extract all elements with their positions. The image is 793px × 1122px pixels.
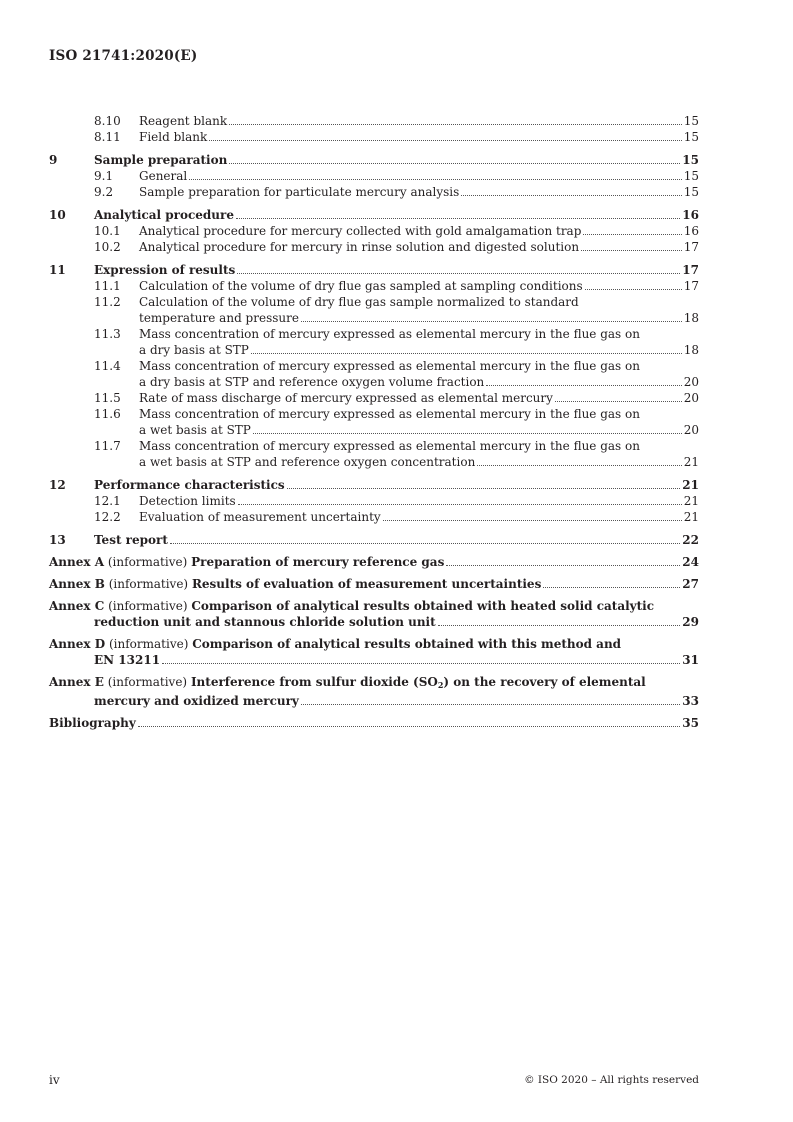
dot-leader <box>170 542 680 544</box>
toc-page: 15 <box>682 153 699 167</box>
toc-entry-annex-c[interactable] <box>49 598 699 630</box>
toc-title-line2: a wet basis at STP and reference oxygen concentration <box>139 455 476 469</box>
dot-leader <box>209 139 681 141</box>
toc-num: 11.4 <box>94 359 121 373</box>
toc-title-line2: a dry basis at STP <box>139 343 249 357</box>
annex-label: Annex A <box>49 555 105 569</box>
toc-page: 15 <box>683 114 699 128</box>
toc-page: 17 <box>683 279 699 293</box>
toc-page: 20 <box>683 423 699 437</box>
table-of-contents <box>49 113 699 731</box>
dot-leader <box>253 432 682 434</box>
dot-leader <box>438 624 681 626</box>
annex-label: Annex E <box>49 675 104 689</box>
toc-entry-bibliography[interactable] <box>49 715 699 731</box>
dot-leader <box>543 586 680 588</box>
annex-title-line1 <box>191 675 646 689</box>
annex-label: Annex B <box>49 577 105 591</box>
toc-title-line2: a dry basis at STP and reference oxygen volume fraction <box>139 375 485 389</box>
toc-entry-annex-d[interactable] <box>49 636 699 668</box>
toc-title: Reagent blank <box>139 114 228 128</box>
toc-title: General <box>139 169 188 183</box>
toc-title: Rate of mass discharge of mercury expressed as elemental mercury <box>139 391 553 405</box>
toc-entry-11-3[interactable] <box>49 326 699 358</box>
toc-num: 10 <box>49 208 66 222</box>
toc-entry-9-2[interactable] <box>49 184 699 200</box>
dot-leader <box>555 400 682 402</box>
toc-entry-12-1[interactable] <box>49 493 699 509</box>
annex-label: Annex C <box>49 599 105 613</box>
toc-num: 11.6 <box>94 407 121 421</box>
toc-title: Detection limits <box>139 494 236 508</box>
toc-page: 21 <box>683 510 699 524</box>
annex-title-line2: reduction unit and stannous chloride solution unit <box>94 615 436 629</box>
toc-entry-11-7[interactable] <box>49 438 699 470</box>
toc-title: Field blank <box>139 130 208 144</box>
dot-leader <box>287 487 681 489</box>
annex-kind: (informative) <box>107 675 188 689</box>
toc-title: Sample preparation <box>94 153 228 167</box>
toc-page: 20 <box>683 391 699 405</box>
toc-num: 12.1 <box>94 494 121 508</box>
toc-entry-8-11[interactable] <box>49 129 699 145</box>
dot-leader <box>486 384 681 386</box>
annex-kind: (informative) <box>108 577 189 591</box>
toc-entry-annex-a[interactable] <box>49 554 699 570</box>
annex-title-line1: Comparison of analytical results obtained with heated solid catalytic <box>191 599 655 613</box>
toc-page: 27 <box>682 577 699 591</box>
toc-num: 8.10 <box>94 114 121 128</box>
toc-title: Analytical procedure for mercury collected with gold amalgamation trap <box>139 224 582 238</box>
toc-page: 16 <box>683 224 699 238</box>
toc-title: Performance characteristics <box>94 478 285 492</box>
toc-entry-annex-b[interactable] <box>49 576 699 592</box>
toc-num: 9.2 <box>94 185 114 199</box>
toc-title: Expression of results <box>94 263 236 277</box>
toc-num: 9 <box>49 153 58 167</box>
annex-title-line1b: ) on the recovery of elemental <box>443 675 646 689</box>
document-id-header: ISO 21741:2020(E) <box>49 48 198 64</box>
toc-entry-annex-e[interactable] <box>49 674 699 709</box>
toc-entry-10-2[interactable] <box>49 239 699 255</box>
toc-title: Test report <box>94 533 168 547</box>
toc-num: 11.2 <box>94 295 121 309</box>
dot-leader <box>189 178 681 180</box>
page-number: iv <box>49 1073 60 1087</box>
toc-page: 15 <box>683 130 699 144</box>
toc-num: 11 <box>49 263 66 277</box>
annex-kind: (informative) <box>108 637 189 651</box>
toc-num: 11.1 <box>94 279 121 293</box>
toc-title-line2: temperature and pressure <box>139 311 299 325</box>
toc-title-line1: Mass concentration of mercury expressed as elemental mercury in the flue gas on <box>139 327 640 341</box>
annex-title-line2: mercury and oxidized mercury <box>94 694 299 708</box>
toc-num: 13 <box>49 533 66 547</box>
subscript-2: 2 <box>437 680 444 690</box>
annex-kind: (informative) <box>108 599 188 613</box>
copyright-notice: © ISO 2020 – All rights reserved <box>524 1074 699 1086</box>
toc-title: Bibliography <box>49 716 136 730</box>
toc-entry-11-2[interactable] <box>49 294 699 326</box>
toc-title-line1: Mass concentration of mercury expressed as elemental mercury in the flue gas on <box>139 439 640 453</box>
toc-page: 15 <box>683 169 699 183</box>
toc-num: 10.2 <box>94 240 121 254</box>
toc-page: 35 <box>682 716 699 730</box>
toc-entry-11-4[interactable] <box>49 358 699 390</box>
dot-leader <box>237 272 680 274</box>
toc-page: 21 <box>683 455 699 469</box>
dot-leader <box>138 725 681 727</box>
toc-title: Sample preparation for particulate mercury analysis <box>139 185 460 199</box>
annex-kind: (informative) <box>107 555 188 569</box>
annex-label: Annex D <box>49 637 106 651</box>
toc-page: 31 <box>682 653 699 667</box>
toc-title-line1: Mass concentration of mercury expressed as elemental mercury in the flue gas on <box>139 407 640 421</box>
toc-page: 21 <box>682 478 699 492</box>
toc-page: 24 <box>682 555 699 569</box>
toc-title-line1: Calculation of the volume of dry flue gas sample normalized to standard <box>139 295 579 309</box>
toc-num: 12.2 <box>94 510 121 524</box>
toc-entry-8-10[interactable] <box>49 113 699 129</box>
dot-leader <box>162 662 680 664</box>
dot-leader <box>301 320 682 322</box>
toc-page: 29 <box>682 615 699 629</box>
toc-page: 17 <box>683 240 699 254</box>
toc-entry-9-1[interactable] <box>49 168 699 184</box>
toc-page: 18 <box>683 311 699 325</box>
dot-leader <box>236 217 680 219</box>
toc-num: 12 <box>49 478 66 492</box>
annex-title-line2: EN 13211 <box>94 653 161 667</box>
toc-num: 10.1 <box>94 224 121 238</box>
toc-num: 8.11 <box>94 130 121 144</box>
dot-leader <box>585 288 682 290</box>
dot-leader <box>229 162 680 164</box>
annex-title-line1: Comparison of analytical results obtained with this method and <box>192 637 622 651</box>
toc-num: 11.7 <box>94 439 121 453</box>
toc-page: 33 <box>682 694 699 708</box>
toc-entry-11-1[interactable] <box>49 278 699 294</box>
dot-leader <box>229 123 682 125</box>
toc-title: Calculation of the volume of dry flue gas sampled at sampling conditions <box>139 279 583 293</box>
toc-num: 9.1 <box>94 169 114 183</box>
dot-leader <box>251 352 682 354</box>
toc-num: 11.5 <box>94 391 121 405</box>
toc-page: 17 <box>682 263 699 277</box>
toc-title-line2: a wet basis at STP <box>139 423 251 437</box>
dot-leader <box>238 503 682 505</box>
dot-leader <box>477 464 681 466</box>
annex-title-line1a: Interference from sulfur dioxide (SO <box>190 675 438 689</box>
dot-leader <box>583 233 681 235</box>
toc-entry-clause-13[interactable] <box>49 532 699 548</box>
toc-entry-10-1[interactable] <box>49 223 699 239</box>
dot-leader <box>581 249 682 251</box>
toc-entry-clause-10[interactable] <box>49 207 699 223</box>
toc-num: 11.3 <box>94 327 121 341</box>
toc-entry-11-6[interactable] <box>49 406 699 438</box>
annex-title: Preparation of mercury reference gas <box>191 555 445 569</box>
toc-entry-clause-11[interactable] <box>49 262 699 278</box>
toc-entry-clause-12[interactable] <box>49 477 699 493</box>
toc-page: 18 <box>683 343 699 357</box>
dot-leader <box>301 703 680 705</box>
toc-entry-12-2[interactable] <box>49 509 699 525</box>
toc-title: Analytical procedure for mercury in rinse solution and digested solution <box>139 240 580 254</box>
toc-page: 21 <box>683 494 699 508</box>
toc-entry-11-5[interactable] <box>49 390 699 406</box>
toc-page: 20 <box>683 375 699 389</box>
toc-title: Analytical procedure <box>94 208 234 222</box>
toc-page: 15 <box>683 185 699 199</box>
dot-leader <box>461 194 681 196</box>
toc-title-line1: Mass concentration of mercury expressed as elemental mercury in the flue gas on <box>139 359 640 373</box>
toc-entry-clause-9[interactable] <box>49 152 699 168</box>
toc-page: 22 <box>682 533 699 547</box>
toc-page: 16 <box>682 208 699 222</box>
dot-leader <box>446 564 680 566</box>
toc-title: Evaluation of measurement uncertainty <box>139 510 381 524</box>
annex-title: Results of evaluation of measurement uncertainties <box>191 577 542 591</box>
dot-leader <box>383 519 682 521</box>
